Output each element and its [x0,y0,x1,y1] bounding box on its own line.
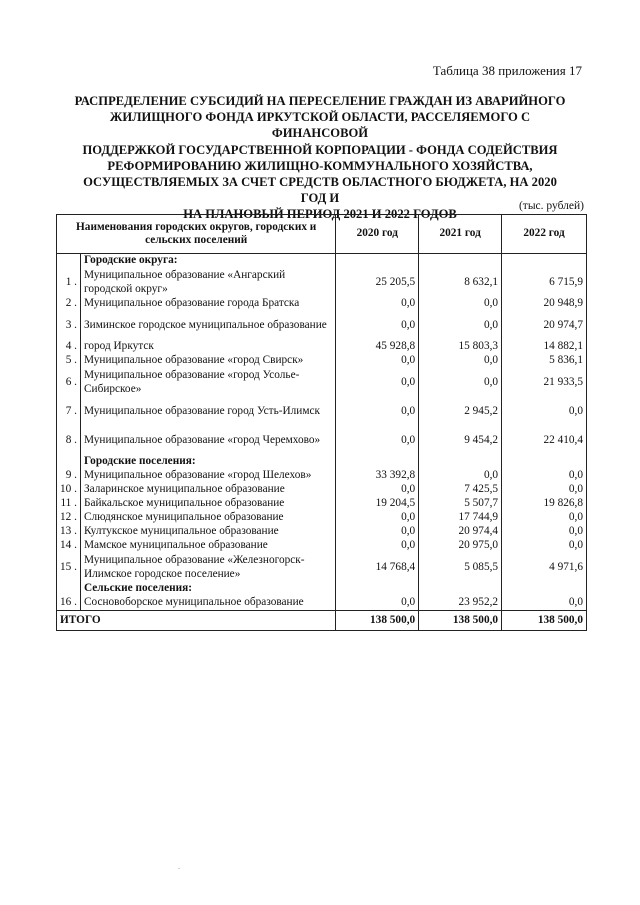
value-2021: 5 507,7 [419,497,502,511]
municipality-name: Зиминское городское муниципальное образование [80,311,335,340]
value-2022: 0,0 [502,469,587,483]
value-2020: 25 205,5 [336,268,419,297]
municipality-name: Култукское муниципальное образование [80,525,335,539]
value-2020: 45 928,8 [336,340,419,354]
row-number: 3 . [57,311,81,340]
section-label: Городские поселения: [80,455,335,469]
empty-cell [419,582,502,596]
value-2021: 5 085,5 [419,553,502,582]
value-2022: 5 836,1 [502,354,587,368]
municipality-name: Муниципальное образование «город Шелехов» [80,469,335,483]
document-title [70,93,570,223]
value-2021: 7 425,5 [419,483,502,497]
municipality-name: Сосновоборское муниципальное образование [80,596,335,611]
row-number: 10 . [57,483,81,497]
empty-cell [336,455,419,469]
value-2021: 0,0 [419,311,502,340]
header-name: Наименования городских округов, городских и сельских поселений [57,215,336,254]
municipality-name: Муниципальное образование «Железногорск-Илимское городское поселение» [80,553,335,582]
row-number: 1 . [57,268,81,297]
value-2020: 0,0 [336,426,419,455]
empty-cell [502,455,587,469]
section-label: Городские округа: [80,254,335,269]
value-2020: 0,0 [336,511,419,525]
value-2020: 0,0 [336,596,419,611]
municipality-name: Муниципальное образование города Братска [80,297,335,311]
value-2021: 17 744,9 [419,511,502,525]
table-reference: Таблица 38 приложения 17 [432,63,582,78]
value-2020: 0,0 [336,368,419,397]
value-2021: 0,0 [419,354,502,368]
header-2021: 2021 год [419,215,502,254]
row-number [57,254,81,269]
value-2021: 20 974,4 [419,525,502,539]
row-number: 14 . [57,539,81,553]
table-row [57,497,587,511]
table-row [57,553,587,582]
table-row [57,469,587,483]
value-2022: 0,0 [502,539,587,553]
value-2021: 23 952,2 [419,596,502,611]
table-header-row [57,215,587,254]
municipality-name: Байкальское муниципальное образование [80,497,335,511]
value-2020: 14 768,4 [336,553,419,582]
title-line: РЕФОРМИРОВАНИЮ ЖИЛИЩНО-КОММУНАЛЬНОГО ХОЗЯЙСТВА, [107,158,533,173]
value-2022: 20 948,9 [502,297,587,311]
value-2020: 0,0 [336,297,419,311]
table-row [57,596,587,611]
value-2021: 0,0 [419,469,502,483]
row-number: 15 . [57,553,81,582]
empty-cell [502,582,587,596]
total-2022: 138 500,0 [502,611,587,631]
subsidy-table [56,214,587,631]
row-number: 16 . [57,596,81,611]
value-2022: 4 971,6 [502,553,587,582]
empty-cell [419,455,502,469]
section-row [57,455,587,469]
row-number: 8 . [57,426,81,455]
value-2022: 0,0 [502,596,587,611]
row-number [57,582,81,596]
title-line: ЖИЛИЩНОГО ФОНДА ИРКУТСКОЙ ОБЛАСТИ, РАССЕЛЯЕМОГО С ФИНАНСОВОЙ [109,110,531,141]
page-mark: . [178,862,180,871]
title-line: НА ПЛАНОВЫЙ ПЕРИОД 2021 И 2022 ГОДОВ [183,207,457,222]
row-number: 7 . [57,397,81,426]
empty-cell [502,254,587,269]
municipality-name: Муниципальное образование «Ангарский городской округ» [80,268,335,297]
municipality-name: Мамское муниципальное образование [80,539,335,553]
row-number: 12 . [57,511,81,525]
section-row [57,582,587,596]
total-2021: 138 500,0 [419,611,502,631]
title-line: РАСПРЕДЕЛЕНИЕ СУБСИДИЙ НА ПЕРЕСЕЛЕНИЕ ГРАЖДАН ИЗ АВАРИЙНОГО [74,94,566,108]
total-label: ИТОГО [57,611,336,631]
value-2022: 0,0 [502,511,587,525]
value-2021: 20 975,0 [419,539,502,553]
table-row [57,368,587,397]
value-2022: 6 715,9 [502,268,587,297]
header-2022: 2022 год [502,215,587,254]
value-2022: 19 826,8 [502,497,587,511]
empty-cell [336,254,419,269]
total-2020: 138 500,0 [336,611,419,631]
value-2020: 0,0 [336,397,419,426]
value-2022: 21 933,5 [502,368,587,397]
value-2021: 9 454,2 [419,426,502,455]
table-row [57,340,587,354]
value-2020: 0,0 [336,539,419,553]
value-2022: 20 974,7 [502,311,587,340]
row-number: 2 . [57,297,81,311]
value-2022: 22 410,4 [502,426,587,455]
title-line: ОСУЩЕСТВЛЯЕМЫХ ЗА СЧЕТ СРЕДСТВ ОБЛАСТНОГО БЮДЖЕТА, НА 2020 ГОД И [83,175,557,206]
value-2021: 15 803,3 [419,340,502,354]
municipality-name: Муниципальное образование «город Свирск» [80,354,335,368]
row-number: 6 . [57,368,81,397]
table-row [57,525,587,539]
table-row [57,354,587,368]
value-2020: 0,0 [336,311,419,340]
units-note: (тыс. рублей) [518,200,584,212]
row-number: 9 . [57,469,81,483]
row-number: 4 . [57,340,81,354]
row-number: 11 . [57,497,81,511]
section-label: Сельские поселения: [80,582,335,596]
table-row [57,311,587,340]
table-row [57,539,587,553]
empty-cell [336,582,419,596]
title-line: ПОДДЕРЖКОЙ ГОСУДАРСТВЕННОЙ КОРПОРАЦИИ - ФОНДА СОДЕЙСТВИЯ [82,142,558,157]
header-2020: 2020 год [336,215,419,254]
value-2020: 19 204,5 [336,497,419,511]
table-row [57,268,587,297]
municipality-name: Заларинское муниципальное образование [80,483,335,497]
section-row [57,254,587,269]
table-row [57,511,587,525]
table-body [57,254,587,631]
value-2020: 0,0 [336,354,419,368]
empty-cell [419,254,502,269]
table-row [57,297,587,311]
total-row [57,611,587,631]
table-row [57,426,587,455]
value-2022: 0,0 [502,525,587,539]
value-2021: 0,0 [419,368,502,397]
municipality-name: город Иркутск [80,340,335,354]
value-2020: 0,0 [336,525,419,539]
value-2020: 33 392,8 [336,469,419,483]
value-2022: 0,0 [502,483,587,497]
row-number [57,455,81,469]
value-2021: 2 945,2 [419,397,502,426]
municipality-name: Муниципальное образование город Усть-Илимск [80,397,335,426]
value-2020: 0,0 [336,483,419,497]
value-2021: 8 632,1 [419,268,502,297]
value-2021: 0,0 [419,297,502,311]
value-2022: 14 882,1 [502,340,587,354]
row-number: 13 . [57,525,81,539]
value-2022: 0,0 [502,397,587,426]
table-row [57,483,587,497]
municipality-name: Муниципальное образование «город Усолье-Сибирское» [80,368,335,397]
row-number: 5 . [57,354,81,368]
municipality-name: Муниципальное образование «город Черемхово» [80,426,335,455]
table-row [57,397,587,426]
municipality-name: Слюдянское муниципальное образование [80,511,335,525]
